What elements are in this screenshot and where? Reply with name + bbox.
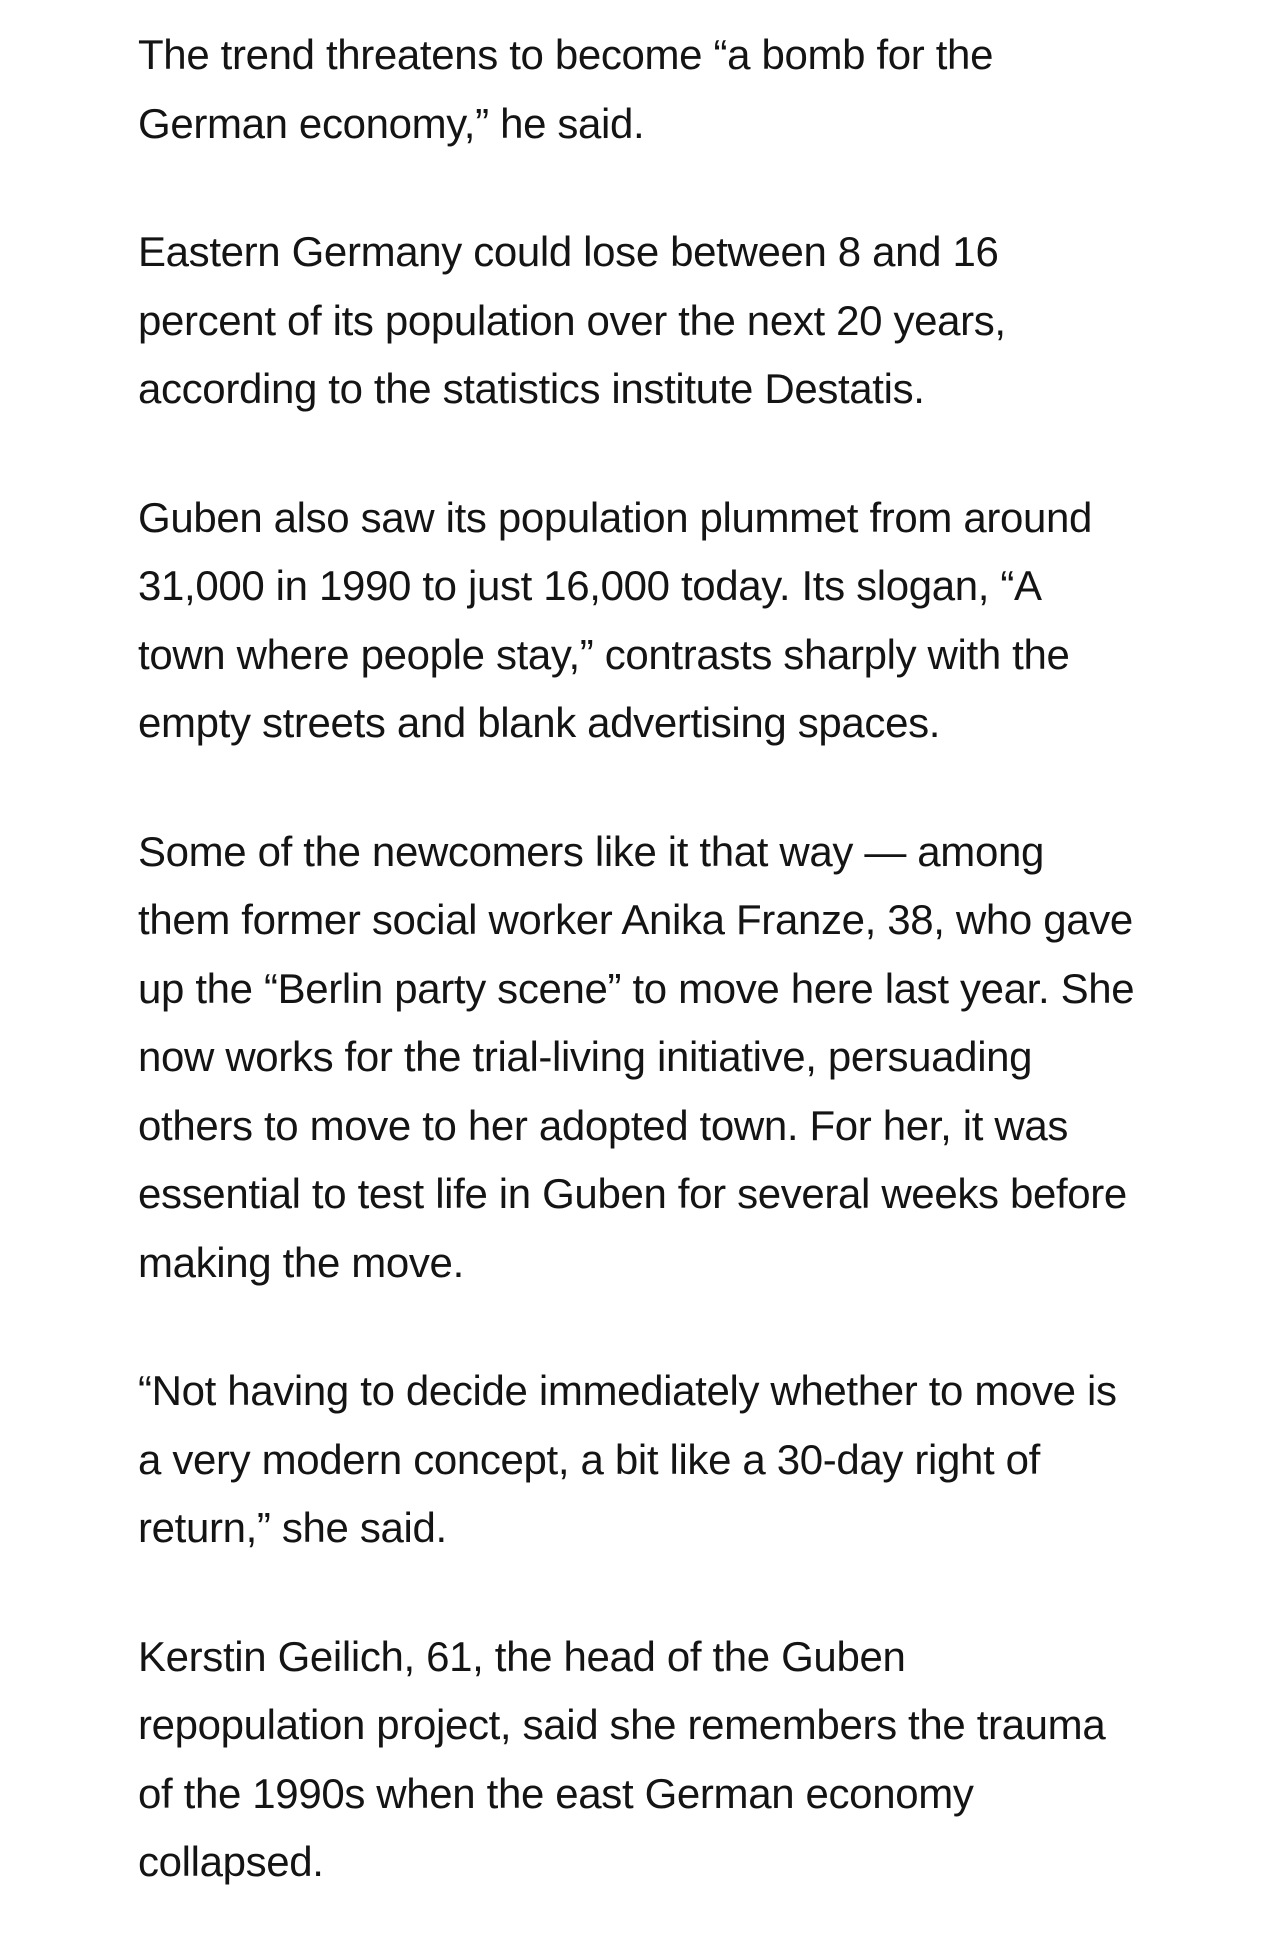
text-line: German economy,” he said. — [138, 99, 645, 147]
article-body — [138, 21, 1258, 1957]
text-line: them former social worker Anika Franze, 38, who gave — [138, 896, 1133, 943]
text-line: of the 1990s when the east German economy — [138, 1769, 974, 1817]
text-line: a very modern concept, a bit like a 30-day right of — [138, 1435, 1040, 1483]
paragraph — [138, 818, 1258, 1298]
text-line: others to move to her adopted town. For her, it was — [138, 1101, 1068, 1149]
text-line: The trend threatens to become “a bomb for the — [138, 31, 994, 78]
text-line: empty streets and blank advertising spaces. — [138, 699, 941, 746]
text-line: repopulation project, said she remembers the trauma — [138, 1701, 1106, 1748]
text-line: Eastern Germany could lose between 8 and 16 — [138, 228, 999, 275]
text-line: Some of the newcomers like it that way — among — [138, 827, 1044, 875]
text-line: up the “Berlin party scene” to move here last year. She — [138, 964, 1135, 1012]
text-line: making the move. — [138, 1238, 464, 1286]
text-line: 31,000 in 1990 to just 16,000 today. Its slogan, “A — [138, 562, 1042, 609]
text-line: return,” she said. — [138, 1504, 447, 1551]
paragraph — [138, 1357, 1258, 1563]
text-line: percent of its population over the next 20 years, — [138, 296, 1006, 344]
text-line: Kerstin Geilich, 61, the head of the Guben — [138, 1632, 906, 1680]
text-line: according to the statistics institute Destatis. — [138, 365, 925, 412]
text-line: “Not having to decide immediately whether to move is — [138, 1367, 1117, 1414]
paragraph — [138, 218, 1258, 424]
text-line: town where people stay,” contrasts sharply with the — [138, 630, 1070, 678]
text-line: Guben also saw its population plummet from around — [138, 493, 1093, 541]
text-line: collapsed. — [138, 1838, 324, 1885]
text-line: now works for the trial-living initiative, persuading — [138, 1033, 1033, 1080]
text-line: essential to test life in Guben for several weeks before — [138, 1170, 1127, 1217]
paragraph — [138, 21, 1258, 158]
paragraph — [138, 1623, 1258, 1897]
paragraph — [138, 484, 1258, 758]
